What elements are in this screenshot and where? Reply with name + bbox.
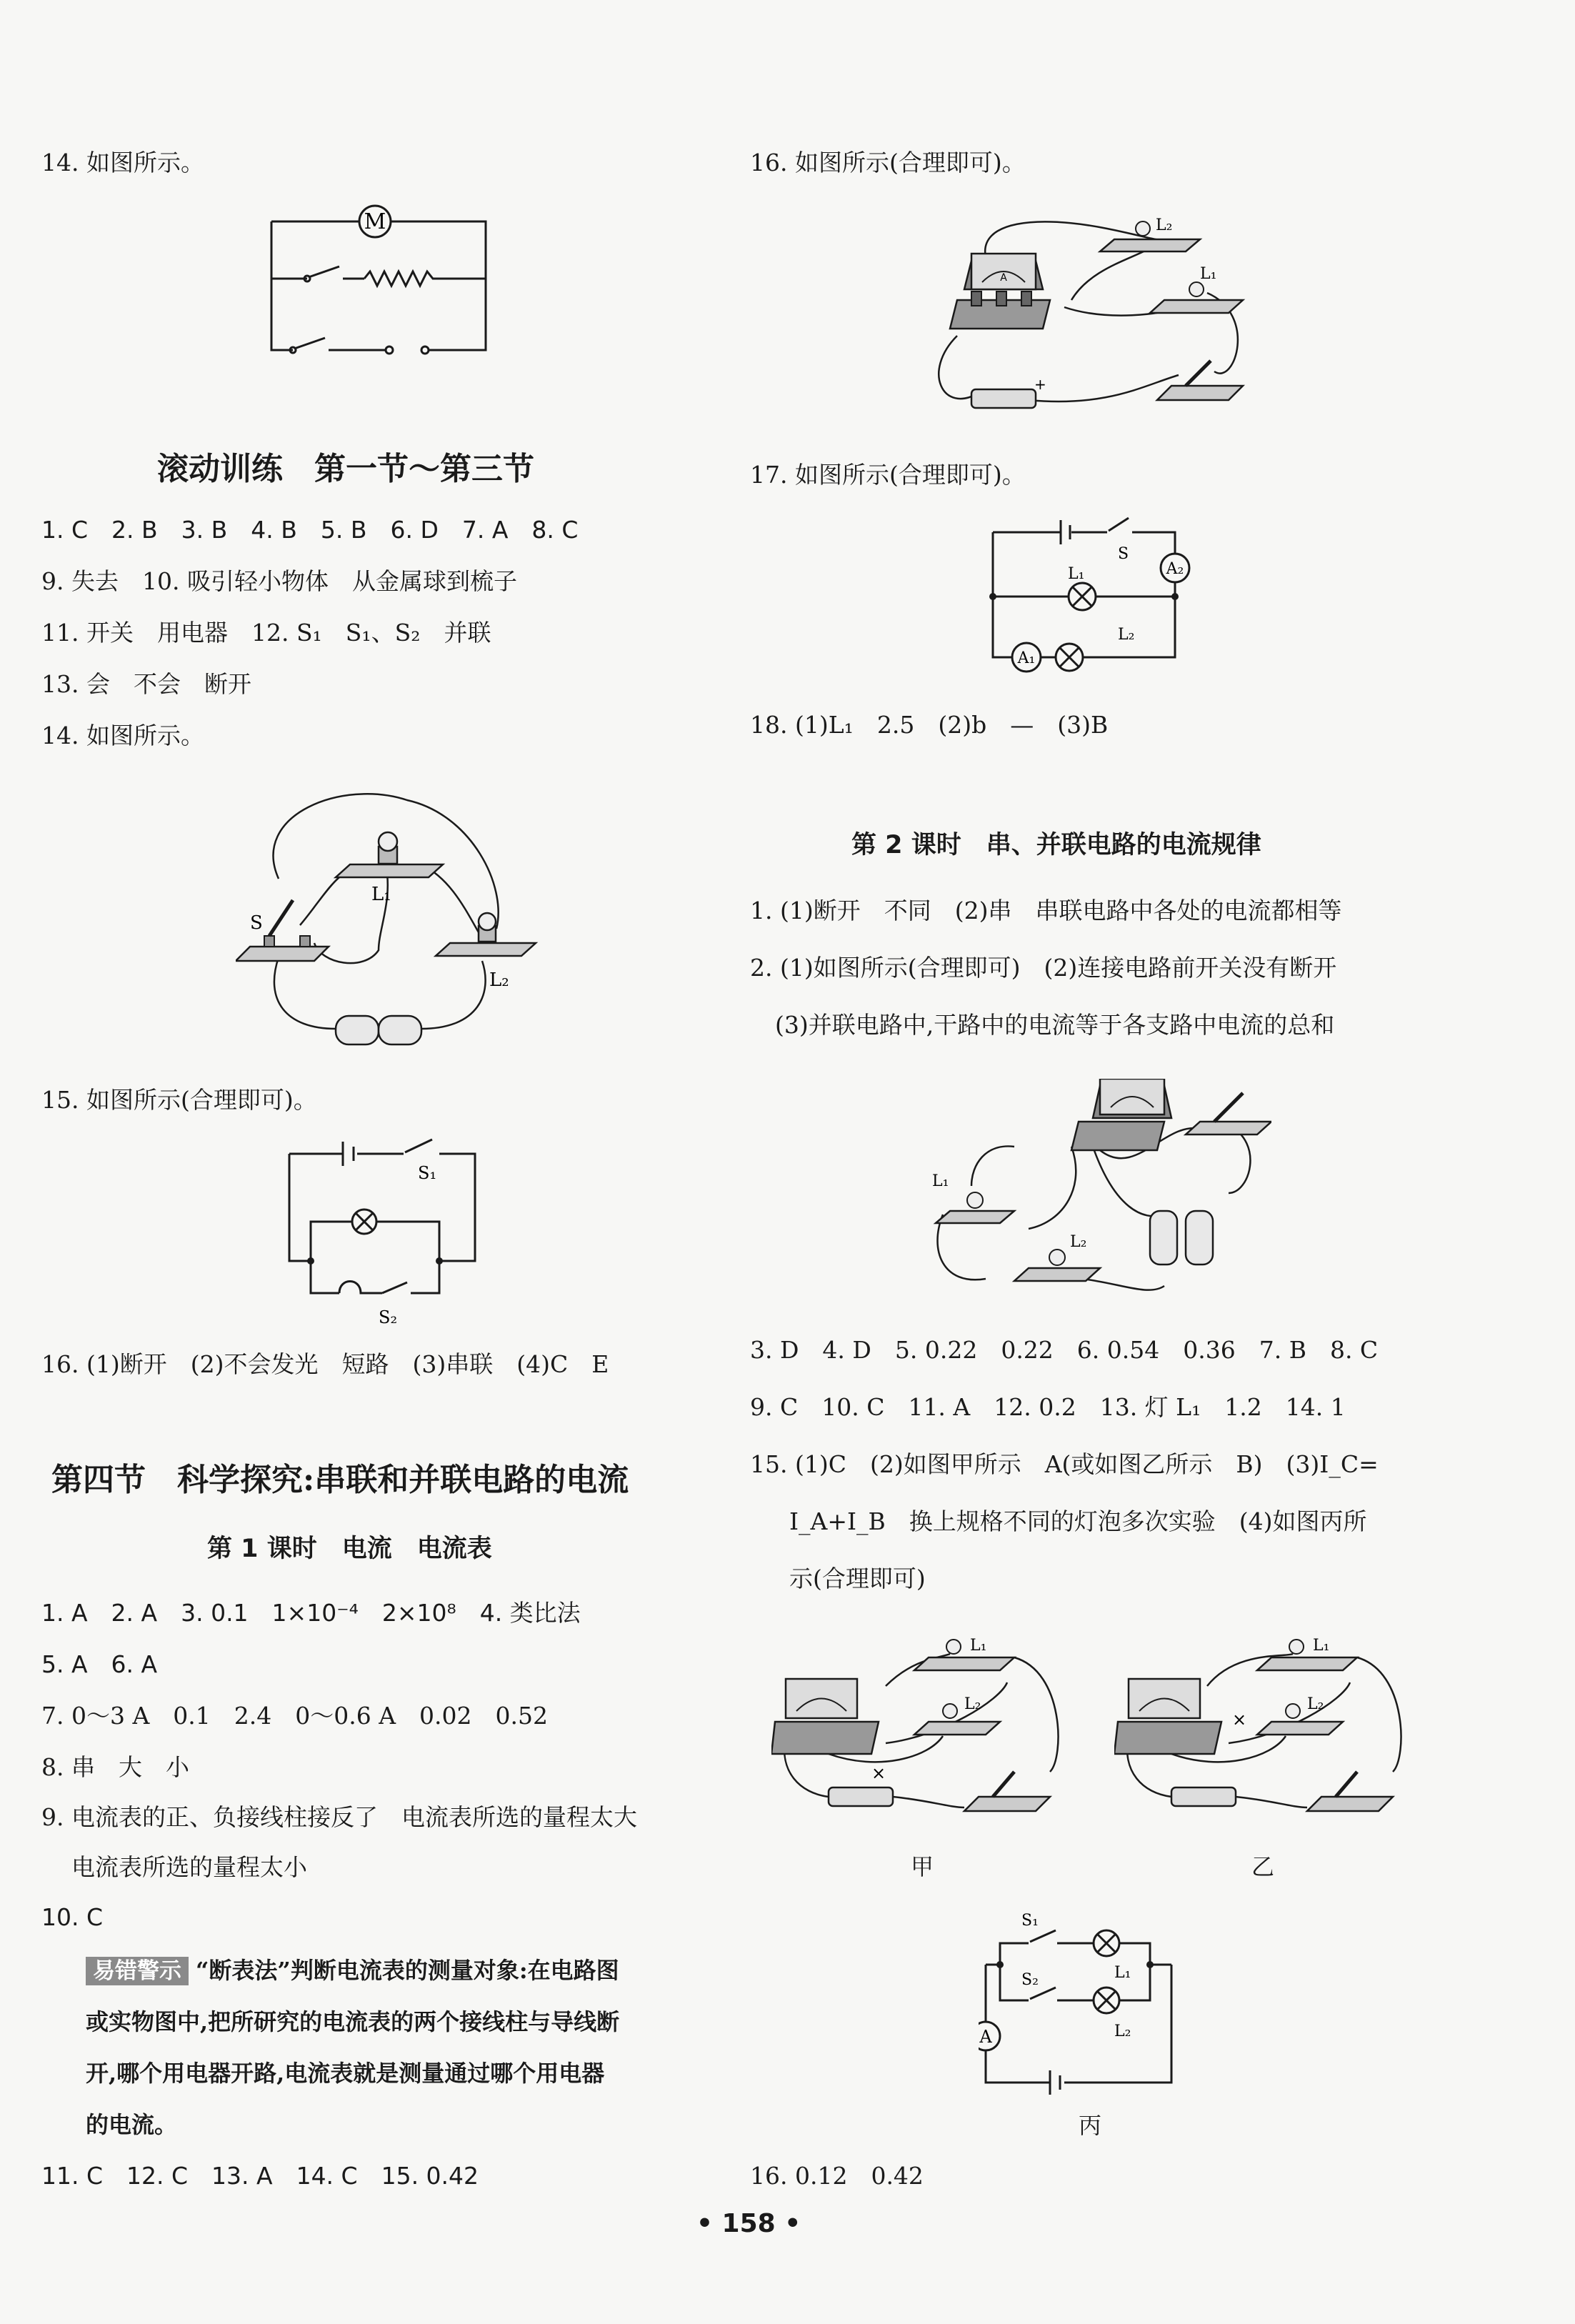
ammeter-icon xyxy=(1071,1079,1171,1150)
r-ans-2b: (3)并联电路中,干路中的电流等于各支路中电流的总和 xyxy=(775,1011,1335,1039)
lamp-l2-icon xyxy=(1257,1704,1343,1735)
l-ans-10: 10. C xyxy=(41,1903,104,1931)
battery-icon xyxy=(971,376,1046,408)
physical-circuit-diagram-lesson2-q2 xyxy=(929,1079,1271,1315)
lamp-l1-icon xyxy=(936,1192,1014,1223)
ammeter-icon xyxy=(950,254,1050,329)
warning-tag: 易错警示 xyxy=(86,1957,189,1985)
physical-circuit-diagram-q14 xyxy=(236,786,550,1057)
label-l1-yi: L₁ xyxy=(1313,1637,1330,1655)
lesson2-title: 第 2 课时 串、并联电路的电流规律 xyxy=(851,831,1261,859)
q17-text: 17. 如图所示(合理即可)。 xyxy=(750,461,1026,489)
ammeter-a2-label: A₂ xyxy=(1166,560,1184,578)
ans-1-8: 1. C 2. B 3. B 4. B 5. B 6. D 7. A 8. C xyxy=(41,516,579,544)
lamp-l1-icon xyxy=(1257,1640,1357,1670)
label-l2-q17: L₂ xyxy=(1118,626,1135,644)
ans-13: 13. 会 不会 断开 xyxy=(41,670,251,698)
label-l1-q16: L₁ xyxy=(1200,265,1217,283)
circuit-diagram-bing xyxy=(979,1900,1193,2100)
label-l2-yi: L₂ xyxy=(1307,1695,1324,1713)
physical-circuit-diagram-yi xyxy=(1114,1629,1414,1829)
lamp-l2-icon xyxy=(914,1704,1000,1735)
label-l2-bing: L₂ xyxy=(1114,2023,1131,2040)
r-ans-2a: 2. (1)如图所示(合理即可) (2)连接电路前开关没有断开 xyxy=(750,954,1337,982)
label-s1-bing: S₁ xyxy=(1021,1912,1039,1930)
ammeter-icon xyxy=(1114,1679,1221,1754)
lamp-l1-icon xyxy=(914,1640,1014,1670)
warning-line-2: 或实物图中,把所研究的电流表的两个接线柱与导线断 xyxy=(86,2008,620,2035)
q14a-text: 14. 如图所示。 xyxy=(41,149,204,176)
ans-11-12: 11. 开关 用电器 12. S₁ S₁、S₂ 并联 xyxy=(41,619,491,647)
label-s1: S₁ xyxy=(418,1163,437,1183)
ammeter-icon xyxy=(771,1679,879,1754)
label-l2: L₂ xyxy=(489,969,509,991)
battery-icon xyxy=(1171,1787,1236,1806)
label-l1: L₁ xyxy=(371,884,391,905)
break-mark-jia: × xyxy=(871,1763,886,1783)
circuit-diagram-q17 xyxy=(989,514,1196,679)
motor-circuit-diagram xyxy=(264,204,493,368)
r-ans-15c: 示(合理即可) xyxy=(789,1565,926,1592)
lesson1-title: 第 1 课时 电流 电流表 xyxy=(207,1535,492,1563)
label-s: S xyxy=(250,912,263,934)
l-ans-8: 8. 串 大 小 xyxy=(41,1753,189,1781)
l-ans-5-6: 5. A 6. A xyxy=(41,1650,158,1678)
l-ans-11-15: 11. C 12. C 13. A 14. C 15. 0.42 xyxy=(41,2162,479,2190)
l-ans-1-4: 1. A 2. A 3. 0.1 1×10⁻⁴ 2×10⁸ 4. 类比法 xyxy=(41,1599,581,1627)
motor-symbol-label: M xyxy=(364,209,386,234)
physical-circuit-diagram-q16 xyxy=(929,207,1250,436)
switch-icon xyxy=(964,1772,1050,1811)
lamp-l2-icon xyxy=(436,913,536,956)
label-l2-jia: L₂ xyxy=(964,1695,981,1713)
battery-icon xyxy=(1150,1211,1213,1265)
ans-18: 18. (1)L₁ 2.5 (2)b — (3)B xyxy=(750,711,1109,739)
lamp-l2-icon xyxy=(1014,1250,1100,1281)
caption-yi: 乙 xyxy=(1251,1853,1275,1880)
r-ans-16: 16. 0.12 0.42 xyxy=(750,2162,924,2190)
switch-icon xyxy=(1307,1772,1393,1811)
label-l2-q16: L₂ xyxy=(1156,216,1173,234)
l-ans-9a: 9. 电流表的正、负接线柱接反了 电流表所选的量程太大 xyxy=(41,1803,637,1831)
circuit-diagram-q15 xyxy=(282,1136,489,1329)
warning-text-1: “断表法”判断电流表的测量对象:在电路图 xyxy=(196,1957,619,1984)
lamp-l1-icon xyxy=(1150,282,1243,313)
ans-9-10: 9. 失去 10. 吸引轻小物体 从金属球到梳子 xyxy=(41,567,517,595)
page-number: • 158 • xyxy=(696,2209,801,2238)
r-ans-3-8: 3. D 4. D 5. 0.22 0.22 6. 0.54 0.36 7. B 8. C xyxy=(750,1336,1379,1364)
battery-icon xyxy=(829,1787,893,1806)
warning-line-1 xyxy=(86,1956,619,1985)
ammeter-a1-label: A₁ xyxy=(1017,649,1036,667)
lamp-l2-icon xyxy=(1100,221,1200,251)
r-ans-9-14: 9. C 10. C 11. A 12. 0.2 13. 灯 L₁ 1.2 14. 1 xyxy=(750,1393,1346,1421)
ans-16-left: 16. (1)断开 (2)不会发光 短路 (3)串联 (4)C E xyxy=(41,1350,609,1378)
label-l2-lesson2: L₂ xyxy=(1070,1233,1087,1251)
warning-line-4: 的电流。 xyxy=(86,2111,178,2138)
r-ans-15b: I_A+I_B 换上规格不同的灯泡多次实验 (4)如图丙所 xyxy=(789,1507,1367,1535)
switch-icon xyxy=(1186,1093,1271,1134)
q15-text: 15. 如图所示(合理即可)。 xyxy=(41,1086,317,1114)
battery-icon xyxy=(336,1016,421,1044)
caption-jia: 甲 xyxy=(911,1853,934,1880)
r-ans-15a: 15. (1)C (2)如图甲所示 A(或如图乙所示 B) (3)I_C= xyxy=(750,1450,1379,1478)
physical-circuit-diagram-jia xyxy=(771,1629,1071,1829)
q14b-text: 14. 如图所示。 xyxy=(41,722,204,749)
l-ans-9b: 电流表所选的量程太小 xyxy=(71,1853,307,1881)
label-l1-lesson2: L₁ xyxy=(932,1172,949,1190)
lamp-l1-icon xyxy=(336,832,443,877)
label-l1-jia: L₁ xyxy=(970,1637,987,1655)
section-title-rolling: 滚动训练 第一节～第三节 xyxy=(157,451,534,487)
l-ans-7: 7. 0～3 A 0.1 2.4 0～0.6 A 0.02 0.52 xyxy=(41,1702,549,1730)
caption-bing: 丙 xyxy=(1079,2112,1102,2139)
battery-plus-label: + xyxy=(1034,376,1046,393)
warning-line-3: 开,哪个用电器开路,电流表就是测量通过哪个用电器 xyxy=(86,2060,605,2087)
section4-title: 第四节 科学探究:串联和并联电路的电流 xyxy=(51,1462,629,1498)
label-l1-q17: L₁ xyxy=(1068,565,1085,583)
label-s-q17: S xyxy=(1118,545,1129,563)
ammeter-a-label-bing: A xyxy=(979,2027,992,2047)
break-mark-yi: × xyxy=(1232,1710,1247,1730)
label-s2: S₂ xyxy=(379,1307,398,1327)
label-l1-bing: L₁ xyxy=(1114,1964,1131,1982)
r-ans-1: 1. (1)断开 不同 (2)串 串联电路中各处的电流都相等 xyxy=(750,897,1342,924)
q16-text: 16. 如图所示(合理即可)。 xyxy=(750,149,1026,176)
label-s2-bing: S₂ xyxy=(1021,1971,1039,1989)
ammeter-a-label: A xyxy=(1000,272,1007,284)
